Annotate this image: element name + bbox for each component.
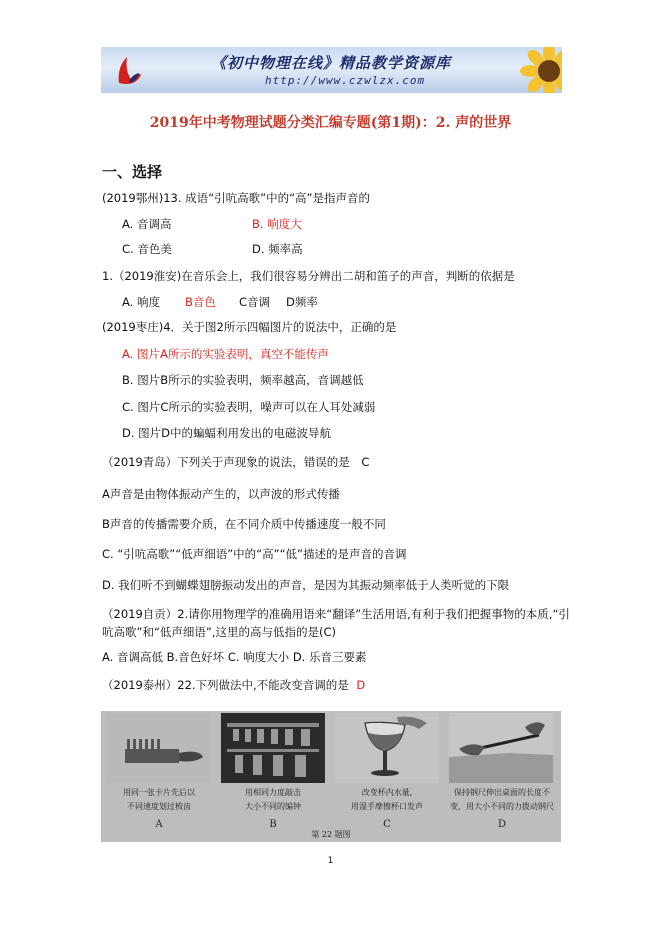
panel-letter: D [497, 819, 507, 830]
option-b-answer: B. 响度大 [252, 217, 302, 231]
panel-letter: B [269, 819, 277, 830]
panel-caption-line2: 变，用大小不同的力拨动钢尺 [450, 802, 554, 811]
option-d: D频率 [286, 295, 318, 309]
question-stem: (2019鄂州)13. 成语“引吭高歌”中的“高”是指声音的 [102, 191, 371, 205]
wine-glass-illustration [335, 713, 439, 783]
question-stem [102, 454, 369, 470]
option-a-answer: A. 图片A所示的实验表明，真空不能传声 [122, 347, 329, 361]
sunflower-icon [519, 47, 562, 93]
section-heading: 一、选择 [102, 163, 163, 181]
banner-url: http://www.czwlzx.com [265, 74, 426, 87]
option-d: D. 图片D中的蝙蝠利用发出的电磁波导航 [122, 426, 332, 440]
question-stem-line2: 吭高歌”和“低声细语”,这里的高与低指的是(C) [102, 625, 337, 639]
question-stem-line1: （2019自贡）2.请你用物理学的准确用语来“翻译”生活用语,有利于我们把握事物的本质,“引 [102, 607, 570, 621]
figure-panel-b [217, 711, 329, 842]
figure-panel-a [103, 711, 215, 842]
option-a: A声音是由物体振动产生的，以声波的形式传播 [102, 487, 340, 501]
panel-caption-line2: 大小不同的编钟 [245, 802, 301, 811]
figure-caption: 第 22 题图 [311, 830, 351, 839]
option-b: B声音的传播需要介质，在不同介质中传播速度一般不同 [102, 517, 386, 531]
option-a: A. 响度 [122, 295, 160, 309]
panel-caption-line1: 用相同力度敲击 [245, 788, 301, 797]
panel-letter: C [383, 819, 391, 830]
steel-ruler-illustration [449, 713, 553, 783]
option-c: C. 图片C所示的实验表明，噪声可以在人耳处减弱 [122, 400, 376, 414]
option-b-answer: B音色 [185, 295, 216, 309]
question-stem-text: （2019泰州）22.下列做法中,不能改变音调的是 [102, 678, 349, 692]
bianzhong-bells-illustration [221, 713, 325, 783]
header-banner [101, 47, 562, 93]
panel-letter: A [155, 819, 163, 830]
option-a: A. 音调高 [122, 217, 172, 231]
page-number: 1 [327, 856, 334, 866]
banner-slogan: 《初中物理在线》精品教学资源库 [211, 54, 452, 72]
question-figure [101, 711, 561, 842]
panel-caption-line2: 用湿手摩擦杯口发声 [351, 802, 423, 811]
question-stem-text: （2019青岛）下列关于声现象的说法，错误的是 [102, 455, 350, 469]
option-c: C音调 [239, 295, 271, 309]
option-c: C. 音色美 [122, 242, 172, 256]
panel-caption-line1: 改变杯内水量, [361, 788, 413, 797]
figure-panel-d [445, 711, 559, 842]
question-stem [102, 677, 365, 693]
option-c: C. “引吭高歌”“低声细语”中的“高”“低”描述的是声音的音调 [102, 547, 407, 561]
site-logo-icon [115, 53, 145, 87]
question-options: A. 音调高低 B.音色好坏 C. 响度大小 D. 乐音三要素 [102, 650, 367, 664]
comb-card-illustration [107, 713, 211, 783]
option-d: D. 我们听不到蝴蝶翅膀振动发出的声音，是因为其振动频率低于人类听觉的下限 [102, 578, 510, 592]
figure-panel-c [331, 711, 443, 842]
panel-caption-line1: 保持钢尺伸出桌面的长度不 [454, 788, 550, 797]
answer-mark: D [356, 678, 366, 692]
panel-caption-line1: 用同一张卡片先后以 [123, 788, 195, 797]
option-b: B. 图片B所示的实验表明，频率越高，音调越低 [122, 373, 364, 387]
question-stem: (2019枣庄)4．关于图2所示四幅图片的说法中，正确的是 [102, 320, 397, 334]
question-stem: 1.（2019淮安)在音乐会上，我们很容易分辨出二胡和笛子的声音，判断的依据是 [102, 269, 515, 283]
panel-caption-line2: 不同速度划过梳齿 [127, 802, 191, 811]
document-title: 2019年中考物理试题分类汇编专题(第1期)：2. 声的世界 [149, 115, 512, 131]
answer-mark: C [361, 455, 370, 469]
option-d: D. 频率高 [252, 242, 303, 256]
